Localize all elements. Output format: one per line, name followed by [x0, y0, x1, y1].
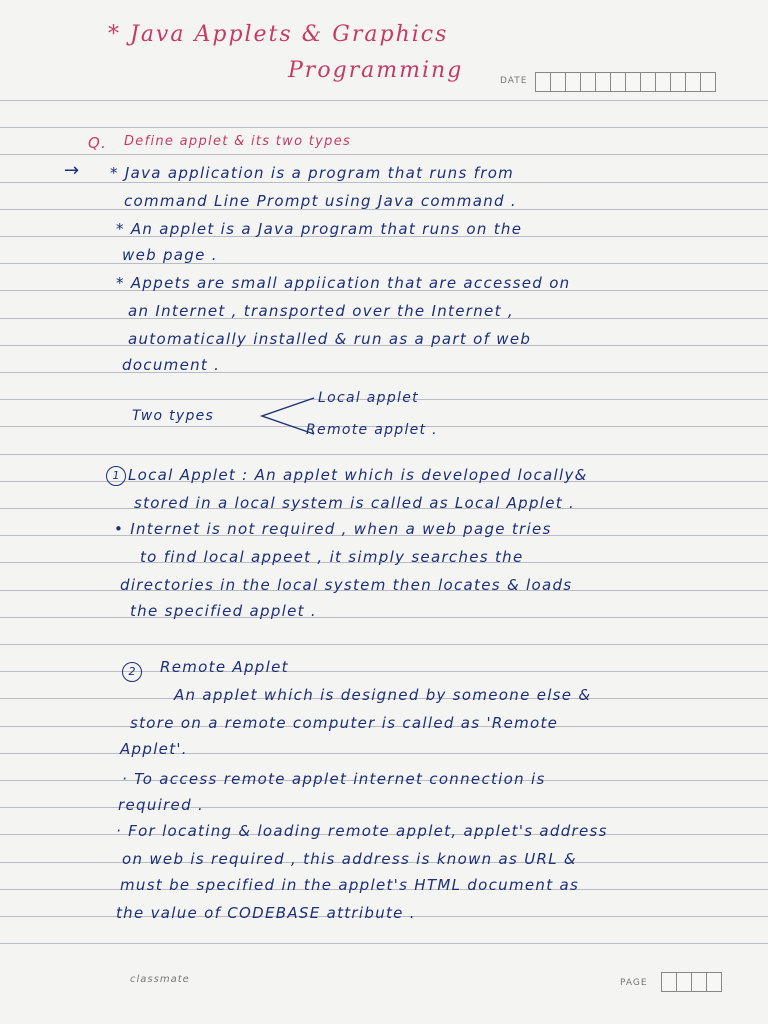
page-title-line1: * Java Applets & Graphics [108, 22, 449, 47]
body-line: * Java application is a program that runs from [110, 164, 515, 182]
page-title-line2: Programming [288, 58, 464, 83]
remote-line: · To access remote applet internet connection is [122, 770, 546, 788]
type-local: Local applet [318, 390, 419, 406]
local-line: • Internet is not required , when a web page tries [114, 520, 552, 538]
rule-line [0, 644, 768, 645]
arrow-right-icon: → [64, 160, 80, 181]
rule-line [0, 263, 768, 264]
body-line: * Appets are small appiication that are accessed on [116, 274, 571, 292]
rule-line [0, 671, 768, 672]
date-label: DATE [500, 76, 528, 86]
types-label: Two types [132, 408, 215, 424]
date-boxes [536, 72, 716, 92]
rule-line [0, 943, 768, 944]
local-line: Local Applet : An applet which is developed locally& [128, 466, 588, 484]
body-line: * An applet is a Java program that runs on the [116, 220, 523, 238]
remote-line: Applet'. [120, 740, 188, 758]
remote-line: the value of CODEBASE attribute . [116, 904, 416, 922]
rule-line [0, 100, 768, 101]
rule-line [0, 753, 768, 754]
remote-line: must be specified in the applet's HTML document as [120, 876, 580, 894]
rule-line [0, 154, 768, 155]
remote-heading: Remote Applet [160, 658, 289, 676]
page-label: PAGE [620, 978, 648, 988]
section-number-badge: 2 [122, 662, 142, 682]
body-line: web page . [122, 246, 218, 264]
question-prefix: Q. [88, 134, 108, 152]
local-line: the specified applet . [130, 602, 317, 620]
remote-line: required . [118, 796, 205, 814]
remote-line: store on a remote computer is called as 'Remote [130, 714, 559, 732]
rule-line [0, 182, 768, 183]
brand-logo: classmate [130, 974, 190, 985]
local-line: to find local appeet , it simply searches the [140, 548, 524, 566]
remote-line: on web is required , this address is known as URL & [122, 850, 577, 868]
body-line: document . [122, 356, 221, 374]
rule-line [0, 372, 768, 373]
local-line: directories in the local system then locates & loads [120, 576, 573, 594]
remote-line: · For locating & loading remote applet, applet's address [116, 822, 608, 840]
body-line: command Line Prompt using Java command . [124, 192, 517, 210]
page-boxes [662, 972, 722, 992]
local-line: stored in a local system is called as Local Applet . [134, 494, 576, 512]
rule-line [0, 454, 768, 455]
section-number-badge: 1 [106, 466, 126, 486]
body-line: automatically installed & run as a part of web [128, 330, 532, 348]
remote-line: An applet which is designed by someone else & [174, 686, 592, 704]
rule-line [0, 127, 768, 128]
rule-line [0, 617, 768, 618]
type-remote: Remote applet . [306, 422, 438, 438]
rule-line [0, 807, 768, 808]
body-line: an Internet , transported over the Internet , [128, 302, 514, 320]
question-text: Define applet & its two types [124, 134, 352, 149]
